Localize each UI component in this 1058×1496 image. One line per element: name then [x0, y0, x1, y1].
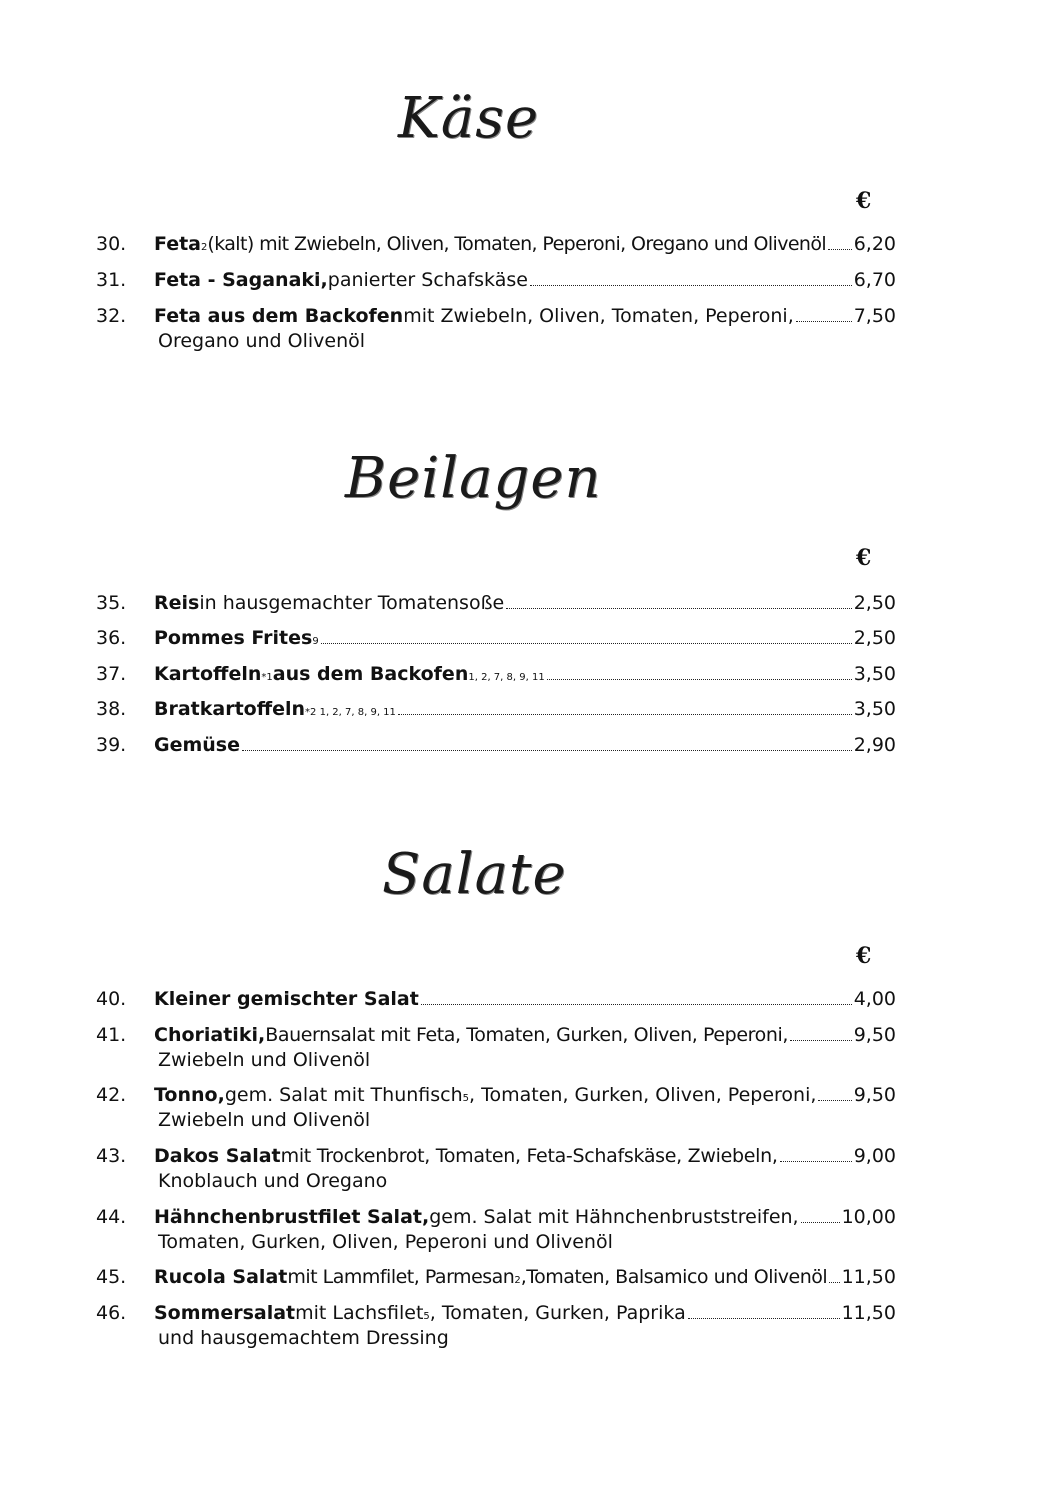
currency-header-kaese: € — [856, 188, 872, 214]
menu-item — [96, 1144, 896, 1194]
item-description-tail: , Tomaten, Gurken, Paprika — [429, 1302, 686, 1324]
menu-item: 37. Kartoffeln *1 aus dem Backofen 1, 2, 7, 8, 9, 11 3,50 — [96, 663, 896, 685]
section-title-beilagen: Beilagen — [345, 446, 602, 511]
item-number: 43. — [96, 1145, 127, 1167]
item-number: 31. — [96, 269, 127, 291]
item-description-continued: Zwiebeln und Olivenöl — [158, 1109, 371, 1131]
menu-item — [96, 987, 896, 1012]
item-description: (kalt) mit Zwiebeln, Oliven, Tomaten, Peperoni, Oregano und Olivenöl — [207, 233, 827, 255]
menu-item: 36. Pommes Frites 9 2,50 — [96, 627, 896, 649]
dot-leader — [421, 1004, 852, 1005]
dot-leader — [547, 679, 852, 680]
item-description: gem. Salat mit Hähnchenbruststreifen, — [429, 1206, 799, 1228]
item-price: 9,50 — [853, 1024, 896, 1046]
menu-item — [96, 1023, 896, 1073]
section-title-kaese: Käse — [398, 86, 540, 151]
item-price: 11,50 — [841, 1266, 896, 1288]
item-price: 9,50 — [853, 1084, 896, 1106]
dot-leader — [796, 321, 852, 322]
menu-item: 38. Bratkartoffeln *2 1, 2, 7, 8, 9, 11 3,50 — [96, 698, 896, 720]
item-number: 40. — [96, 988, 127, 1010]
item-title: Dakos Salat — [154, 1145, 281, 1167]
item-description: mit Lachsfilet — [295, 1302, 424, 1324]
item-number: 44. — [96, 1206, 127, 1228]
item-price: 2,90 — [853, 734, 896, 756]
dot-leader — [242, 750, 852, 751]
item-description-tail: , Tomaten, Gurken, Oliven, Peperoni, — [469, 1084, 817, 1106]
item-number: 41. — [96, 1024, 127, 1046]
item-description: in hausgemachter Tomatensoße — [199, 592, 505, 614]
dot-leader — [321, 643, 852, 644]
item-number: 32. — [96, 305, 127, 327]
item-price: 6,70 — [853, 269, 896, 291]
item-description-continued: Zwiebeln und Olivenöl — [158, 1049, 371, 1071]
item-number: 30. — [96, 233, 127, 255]
item-title: Feta aus dem Backofen — [154, 305, 404, 327]
item-description: mit Trockenbrot, Tomaten, Feta-Schafskäse, Zwiebeln, — [280, 1145, 778, 1167]
item-price: 3,50 — [853, 698, 896, 720]
item-price: 4,00 — [853, 988, 896, 1010]
item-title: Sommersalat — [154, 1302, 296, 1324]
currency-header-salate: € — [856, 943, 872, 969]
item-number: 35. — [96, 592, 127, 614]
menu-item — [96, 304, 896, 354]
item-price: 2,50 — [853, 592, 896, 614]
item-description: mit Zwiebeln, Oliven, Tomaten, Peperoni, — [403, 305, 794, 327]
item-price: 2,50 — [853, 627, 896, 649]
item-number: 37. — [96, 663, 127, 685]
item-title: Choriatiki, — [154, 1024, 266, 1046]
item-price: 9,00 — [853, 1145, 896, 1167]
currency-header-beilagen: € — [856, 545, 872, 571]
item-description: aus dem Backofen — [272, 663, 469, 685]
dot-leader — [801, 1222, 840, 1223]
menu-item: 46. Sommersalat mit Lachsfilet 5 , Tomaten, Gurken, Paprika 11,50 und hausgemachtem Dressing — [96, 1302, 896, 1349]
item-description: Bauernsalat mit Feta, Tomaten, Gurken, Oliven, Peperoni, — [265, 1024, 789, 1046]
item-title: Tonno, — [154, 1084, 225, 1106]
dot-leader — [688, 1318, 840, 1319]
item-title: Bratkartoffeln — [154, 698, 306, 720]
dot-leader — [828, 249, 852, 250]
menu-item — [96, 733, 896, 758]
section-title-salate: Salate — [382, 842, 567, 907]
item-number: 38. — [96, 698, 127, 720]
menu-item — [96, 1205, 896, 1255]
item-price: 11,50 — [841, 1302, 896, 1324]
item-title: Reis — [154, 592, 200, 614]
menu-item: 30. Feta 2 (kalt) mit Zwiebeln, Oliven, Tomaten, Peperoni, Oregano und Olivenöl 6,20 — [96, 233, 896, 255]
item-price: 3,50 — [853, 663, 896, 685]
item-title: Feta — [154, 233, 201, 255]
menu-item — [96, 268, 896, 293]
item-number: 36. — [96, 627, 127, 649]
item-title: Feta - Saganaki, — [154, 269, 328, 291]
item-number: 46. — [96, 1302, 127, 1324]
item-description-continued: und hausgemachtem Dressing — [158, 1327, 449, 1349]
dot-leader — [829, 1282, 839, 1283]
item-title: Gemüse — [154, 734, 241, 756]
dot-leader — [780, 1161, 852, 1162]
item-title: Rucola Salat — [154, 1266, 288, 1288]
item-description-continued: Knoblauch und Oregano — [158, 1170, 388, 1192]
dot-leader — [818, 1100, 851, 1101]
item-description-continued: Tomaten, Gurken, Oliven, Peperoni und Olivenöl — [158, 1231, 613, 1253]
menu-item: 45. Rucola Salat mit Lammfilet, Parmesan 2 ,Tomaten, Balsamico und Olivenöl 11,50 — [96, 1266, 896, 1288]
item-description-tail: ,Tomaten, Balsamico und Olivenöl — [520, 1266, 828, 1288]
item-number: 39. — [96, 734, 127, 756]
dot-leader — [530, 285, 852, 286]
item-price: 10,00 — [841, 1206, 896, 1228]
item-title: Hähnchenbrustfilet Salat, — [154, 1206, 430, 1228]
item-number: 45. — [96, 1266, 127, 1288]
item-title: Pommes Frites — [154, 627, 313, 649]
item-title: Kartoffeln — [154, 663, 262, 685]
item-description-continued: Oregano und Olivenöl — [158, 330, 366, 352]
item-price: 6,20 — [853, 233, 896, 255]
item-description: mit Lammfilet, Parmesan — [287, 1266, 515, 1288]
dot-leader — [398, 714, 852, 715]
menu-item: 42. Tonno, gem. Salat mit Thunfisch 5 , Tomaten, Gurken, Oliven, Peperoni, 9,50 Zwiebeln und Olivenöl — [96, 1084, 896, 1131]
item-title: Kleiner gemischter Salat — [154, 988, 419, 1010]
dot-leader — [506, 608, 851, 609]
item-description: gem. Salat mit Thunfisch — [224, 1084, 463, 1106]
item-price: 7,50 — [853, 305, 896, 327]
item-description: panierter Schafskäse — [327, 269, 528, 291]
item-number: 42. — [96, 1084, 127, 1106]
menu-item — [96, 591, 896, 616]
dot-leader — [790, 1040, 852, 1041]
